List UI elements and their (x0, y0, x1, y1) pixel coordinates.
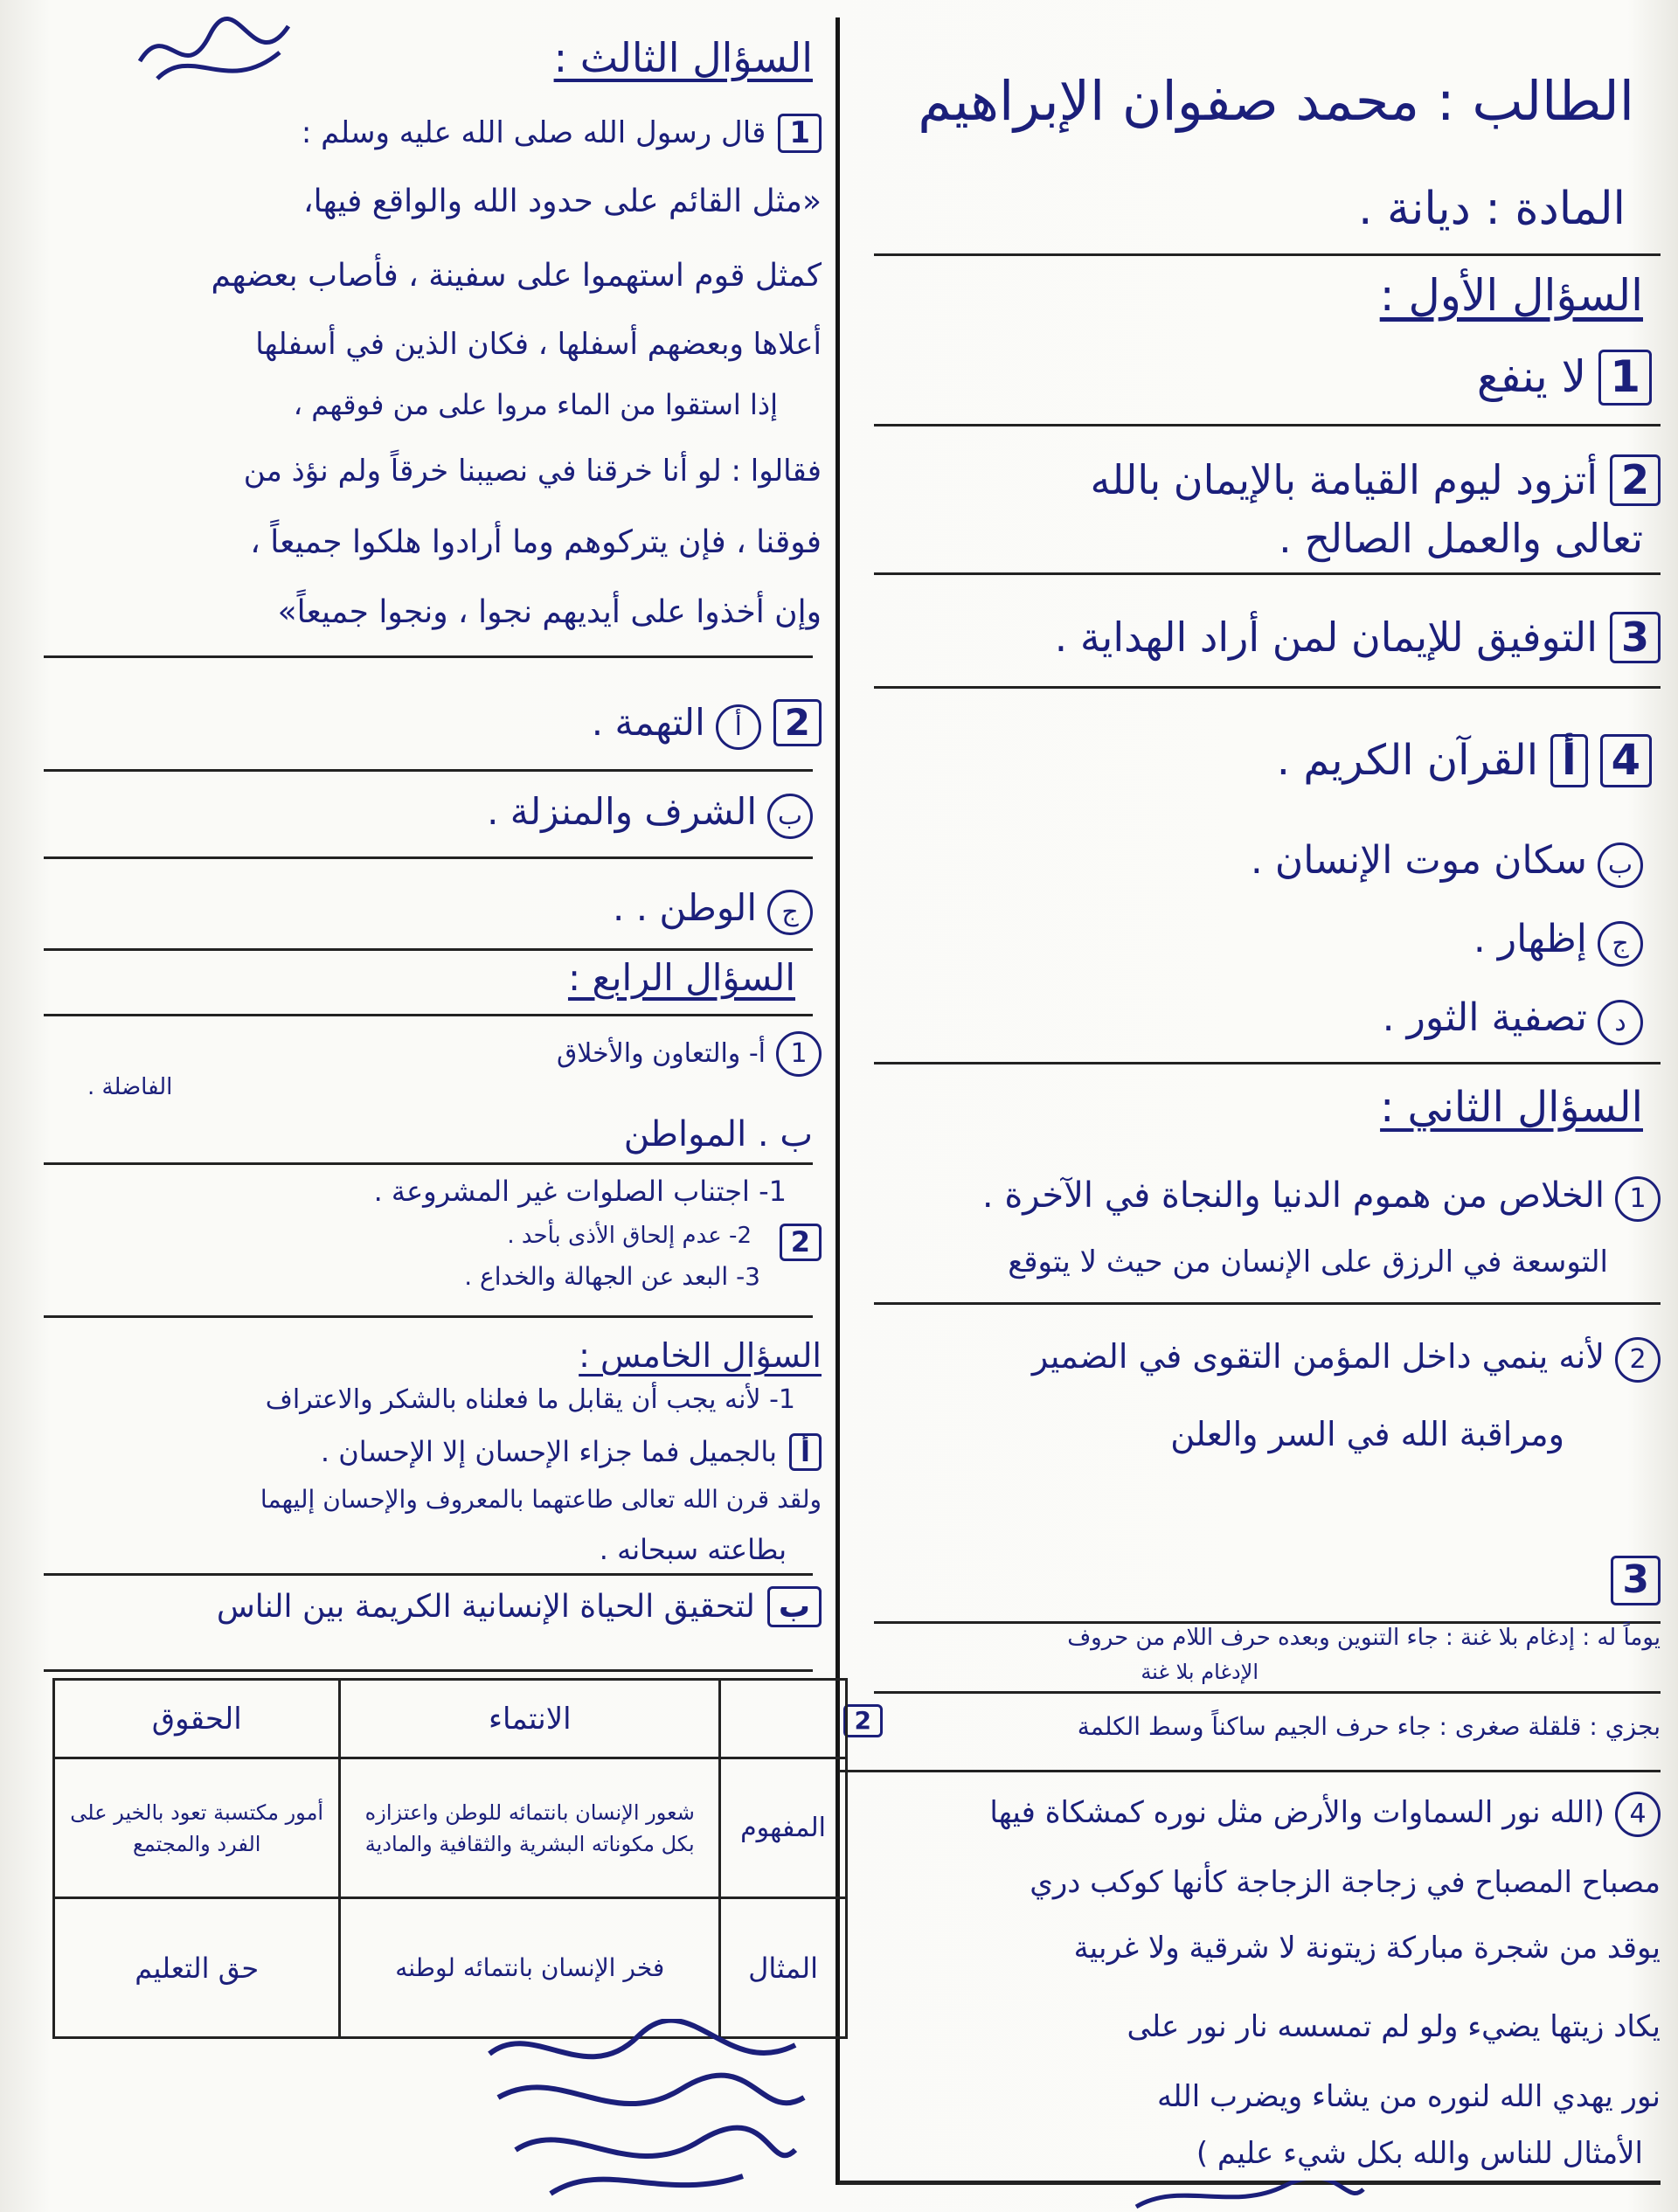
table-row (54, 1898, 847, 2038)
table-cell: المفهوم (720, 1758, 847, 1898)
q1-answer-4a (1277, 734, 1652, 787)
q4-answer-2-number (767, 1224, 822, 1261)
subject-line: المادة : ديانة . (1357, 183, 1626, 235)
q4-answer-2-number-box: 2 (780, 1224, 822, 1261)
q2-answer-2-number: 2 (1615, 1337, 1661, 1383)
q3-hadith-line-3: كمثل قوم استهموا على سفينة ، فأصاب بعضهم (211, 258, 822, 294)
q5-answer-a-line4: بطاعته سبحانه . (599, 1533, 787, 1566)
rule (44, 1573, 813, 1576)
q1-answer-3-number: 3 (1610, 612, 1661, 663)
q1-answer-4d-mark: د (1598, 1000, 1643, 1045)
table-header-cell: الحقوق (54, 1680, 340, 1758)
q2-answer-4-verse-2: مصباح المصباح في زجاجة الزجاجة كأنها كوكب دري (1030, 1865, 1661, 1900)
q1-answer-4a-text: القرآن الكريم . (1276, 736, 1539, 785)
table-header-cell (720, 1680, 847, 1758)
q3-hadith-line-5: إذا استقوا من الماء مروا على من فوقهم ، (293, 388, 778, 421)
right-column (839, 0, 1678, 2212)
q1-answer-4b (1251, 839, 1643, 888)
q5-answer-a-line2-text: بالجميل فما جزاء الإحسان إلا الإحسان . (320, 1435, 778, 1468)
q1-answer-4c (1473, 918, 1643, 967)
q2-answer-3-number (1598, 1556, 1661, 1605)
q2-answer-4-verse-6: الأمثال للناس والله بكل شيء عليم ) (1196, 2136, 1643, 2171)
q3-answer-2a-mark: أ (716, 704, 761, 750)
q4-answer-2-item-1: 1- اجتناب الصلوات غير المشروعة . (373, 1175, 787, 1208)
q2-answer-3-line1b: الإدغام بلا غنة (1141, 1660, 1258, 1684)
q4-answer-1-number: 1 (776, 1031, 822, 1077)
table-cell: حق التعليم (54, 1898, 340, 2038)
q1-answer-1 (1477, 350, 1652, 406)
table-header-row (54, 1680, 847, 1758)
q2-answer-2-line2: ومراقبة الله في السر والعلن (1170, 1415, 1564, 1453)
q1-answer-3-text: التوفيق للإيمان لمن أراد الهداية . (1054, 614, 1598, 661)
q4-title: السؤال الرابع : (567, 956, 795, 999)
q2-answer-3-line2: بجزي : قلقلة صغرى : جاء حرف الجيم ساكناً وسط الكلمة (1077, 1712, 1661, 1741)
q3-hadith-line-8: وإن أخذوا على أيديهم نجوا ، ونجوا جميعاً» (277, 594, 822, 630)
q2-answer-2 (1032, 1337, 1661, 1383)
rule (874, 1621, 1661, 1624)
q1-answer-4-number: 4 (1600, 734, 1652, 787)
q3-answer-1-line1 (302, 114, 822, 153)
rule (874, 1062, 1661, 1064)
q5-answer-a-line3: ولقد قرن الله تعالى طاعتهما بالمعروف والإحسان إليهما (260, 1485, 822, 1514)
q1-answer-4c-text: إظهار . (1473, 917, 1587, 961)
q3-hadith-line-7: فوقنا ، فإن يتركوهم وما أرادوا هلكوا جميعاً ، (250, 524, 822, 560)
q3-title: السؤال الثالث : (553, 34, 813, 81)
q2-answer-3-number-box: 3 (1611, 1556, 1661, 1605)
table-cell: فخر الإنسان بانتمائه لوطنه (340, 1898, 720, 2038)
q3-answer-2b-mark: ب (767, 794, 813, 839)
q2-answer-1-line2: التوسعة في الرزق على الإنسان من حيث لا يتوقع (1008, 1245, 1608, 1279)
q3-answer-2-number: 2 (773, 699, 822, 746)
rule (874, 572, 1661, 575)
bottom-scribble (1127, 2181, 1372, 2212)
q3-answer-2a-text: التهمة . (591, 701, 705, 744)
q2-answer-4-number: 4 (1615, 1792, 1661, 1837)
q1-answer-4a-mark: أ (1550, 734, 1587, 787)
q2-answer-2-line1: لأنه ينمي داخل المؤمن التقوى في الضمير (1031, 1337, 1605, 1376)
q1-answer-2 (1090, 454, 1661, 506)
q3-answer-2b (487, 791, 813, 839)
q3-hadith-line-1: قال رسول الله صلى الله عليه وسلم : (301, 115, 766, 150)
table-cell: شعور الإنسان بانتمائه للوطن واعتزازه بكل مكوناته البشرية والثقافية والمادية (340, 1758, 720, 1898)
rule (839, 1770, 1661, 1772)
q3-hadith-line-6: فقالوا : لو أنا خرقنا في نصيبنا خرقاً ولم نؤذ من (243, 454, 822, 489)
q5-answer-b (217, 1586, 822, 1627)
q3-hadith-line-2: «مثل القائم على حدود الله والواقع فيها، (303, 184, 822, 219)
q2-answer-1-line1: الخلاص من هموم الدنيا والنجاة في الآخرة . (981, 1175, 1605, 1216)
q2-answer-3-line1: يوماً له : إدغام بلا غنة : جاء التنوين وبعده حرف اللام من حروف (1067, 1625, 1661, 1651)
rule (874, 253, 1661, 256)
q4-answer-1a (557, 1031, 822, 1077)
rule (874, 1691, 1661, 1694)
q3-answer-2b-text: الشرف والمنزلة . (487, 790, 757, 833)
q1-answer-1-text: لا ينفع (1476, 351, 1587, 402)
q2-answer-4-line1 (989, 1792, 1661, 1837)
q3-answer-2c (613, 887, 813, 935)
q2-answer-1-number: 1 (1615, 1176, 1661, 1222)
q2-answer-4-verse-3: يوقد من شجرة مباركة زيتونة لا شرقية ولا غربية (1073, 1931, 1661, 1966)
q4-answer-2-item-3: 3- البعد عن الجهالة والخداع . (464, 1262, 760, 1291)
q4-answer-1a-text: أ- والتعاون والأخلاق (556, 1038, 766, 1069)
rule (44, 948, 813, 951)
q1-answer-3 (1055, 612, 1661, 663)
rule (44, 856, 813, 859)
q3-answer-2c-mark: ج (767, 890, 813, 935)
table-row (54, 1758, 847, 1898)
q1-answer-2-number: 2 (1610, 454, 1661, 506)
q3-answer-2a (592, 699, 822, 750)
q2-answer-4-verse-4: يكاد زيتها يضيء ولو لم تمسسه نار نور على (1127, 2009, 1661, 2044)
q5-answer-a-line2 (321, 1433, 822, 1471)
student-name: الطالب : محمد صفوان الإبراهيم (918, 69, 1634, 133)
q2-answer-4-verse-1: (الله نور السماوات والأرض مثل نوره كمشكاة فيها (989, 1795, 1605, 1830)
q5-table-number-box: 2 (843, 1704, 883, 1737)
q3-hadith-line-4: أعلاها وبعضهم أسفلها ، فكان الذين في أسفلها (255, 327, 822, 362)
q1-answer-4b-text: سكان موت الإنسان . (1250, 838, 1587, 883)
q5-answer-a-line1: 1- لأنه يجب أن يقابل ما فعلناه بالشكر والاعتراف (265, 1384, 795, 1415)
table-header-cell: الانتماء (340, 1680, 720, 1758)
q1-answer-4d-text: تصفية الثور . (1382, 995, 1587, 1040)
q5-answer-b-mark: ب (767, 1586, 822, 1627)
comparison-table (52, 1678, 848, 2039)
q1-title: السؤال الأول : (1379, 270, 1643, 321)
q2-title: السؤال الثاني : (1380, 1083, 1643, 1132)
q1-answer-2-line2: تعالى والعمل الصالح . (1279, 515, 1643, 562)
q2-answer-4-verse-5: نور يهدي الله لنوره من يشاء ويضرب الله (1156, 2079, 1661, 2114)
rule (44, 1669, 813, 1672)
rule (874, 686, 1661, 689)
q4-answer-1b: ب . المواطن (623, 1114, 813, 1155)
rule (874, 424, 1661, 426)
table-cell: أمور مكتسبة تعود بالخير على الفرد والمجتمع (54, 1758, 340, 1898)
q1-answer-4d (1383, 996, 1643, 1045)
rule (44, 1162, 813, 1165)
q1-answer-4c-mark: ج (1598, 921, 1643, 967)
q5-answer-b-text: لتحقيق الحياة الإنسانية الكريمة بين الناس (216, 1589, 755, 1625)
q4-answer-1a-line2: الفاضلة . (87, 1074, 173, 1100)
rule (44, 1014, 813, 1016)
q5-answer-a-mark: أ (789, 1433, 822, 1471)
table-cell: المثال (720, 1898, 847, 2038)
rule (44, 655, 813, 658)
q1-answer-4b-mark: ب (1598, 843, 1643, 888)
q1-answer-2-line1: أتزود ليوم القيامة بالإيمان بالله (1090, 456, 1598, 503)
rule (44, 1315, 813, 1318)
crossed-out-scribble (481, 2019, 813, 2202)
q3-answer-2c-text: الوطن . . (613, 886, 757, 929)
q1-answer-1-number: 1 (1598, 350, 1652, 406)
q5-title: السؤال الخامس : (579, 1336, 822, 1375)
q4-answer-2-item-2: 2- عدم إلحاق الأذى بأحد . (507, 1223, 752, 1249)
q3-answer-1-number: 1 (778, 114, 822, 153)
rule (874, 1302, 1661, 1305)
rule (44, 769, 813, 772)
q2-answer-1 (982, 1175, 1661, 1222)
